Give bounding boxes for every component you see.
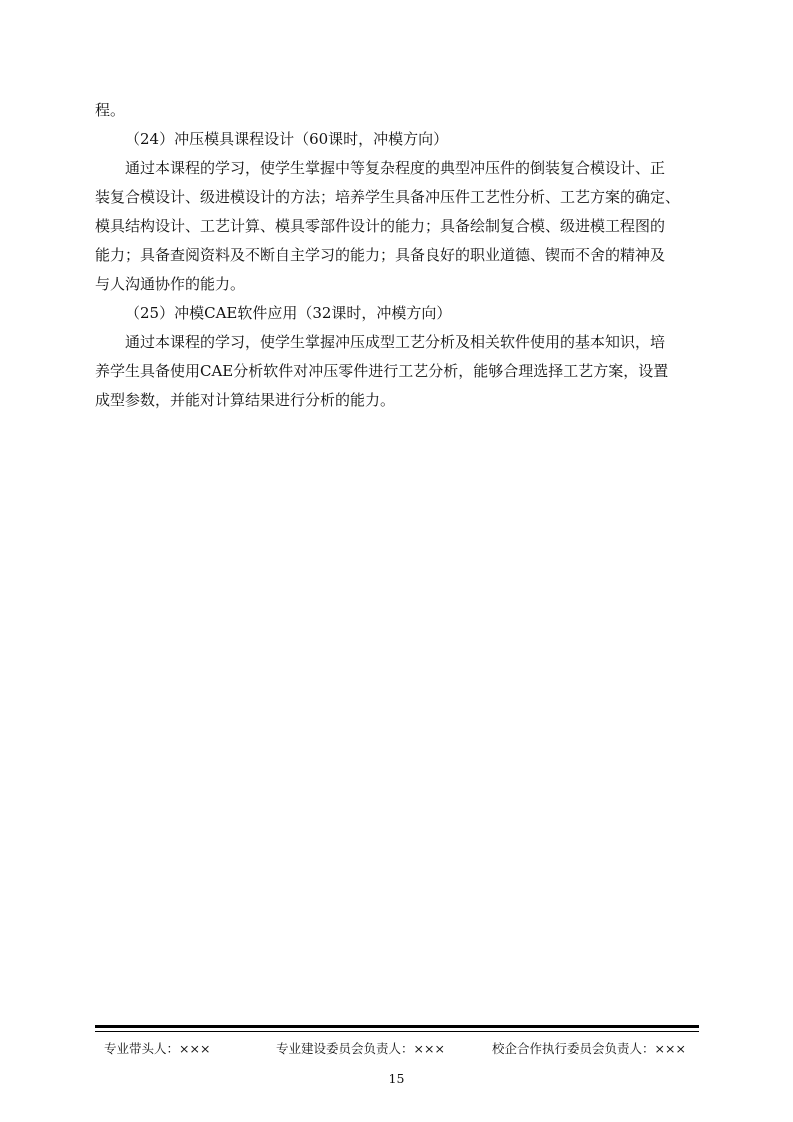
paragraph-continuation: 程。 (95, 101, 126, 119)
paragraph-line: 能力；具备查阅资料及不断自主学习的能力；具备良好的职业道德、锲而不舍的精神及 (95, 246, 666, 264)
footer-divider-thin (95, 1031, 699, 1032)
paragraph-line: 装复合模设计、级进模设计的方法；培养学生具备冲压件工艺性分析、工艺方案的确定、 (95, 188, 681, 206)
school-enterprise-lead-signature: 校企合作执行委员会负责人：××× (492, 1041, 686, 1056)
course-heading-24: （24）冲压模具课程设计（60课时，冲模方向） (125, 130, 449, 148)
paragraph-line: 通过本课程的学习，使学生掌握冲压成型工艺分析及相关软件使用的基本知识，培 (125, 333, 666, 351)
page-number: 15 (388, 1071, 405, 1086)
paragraph-line: 模具结构设计、工艺计算、模具零部件设计的能力；具备绘制复合模、级进模工程图的 (95, 217, 666, 235)
paragraph-line: 成型参数，并能对计算结果进行分析的能力。 (95, 391, 396, 409)
paragraph-line: 与人沟通协作的能力。 (95, 275, 246, 293)
footer-divider-thick (95, 1025, 699, 1028)
major-lead-signature: 专业带头人：××× (104, 1041, 211, 1056)
committee-lead-signature: 专业建设委员会负责人：××× (276, 1041, 445, 1056)
paragraph-line: 养学生具备使用CAE分析软件对冲压零件进行工艺分析，能够合理选择工艺方案，设置 (95, 362, 669, 380)
document-body (95, 96, 705, 415)
paragraph-line: 通过本课程的学习，使学生掌握中等复杂程度的典型冲压件的倒装复合模设计、正 (125, 159, 666, 177)
course-heading-25: （25）冲模CAE软件应用（32课时，冲模方向） (125, 304, 452, 322)
